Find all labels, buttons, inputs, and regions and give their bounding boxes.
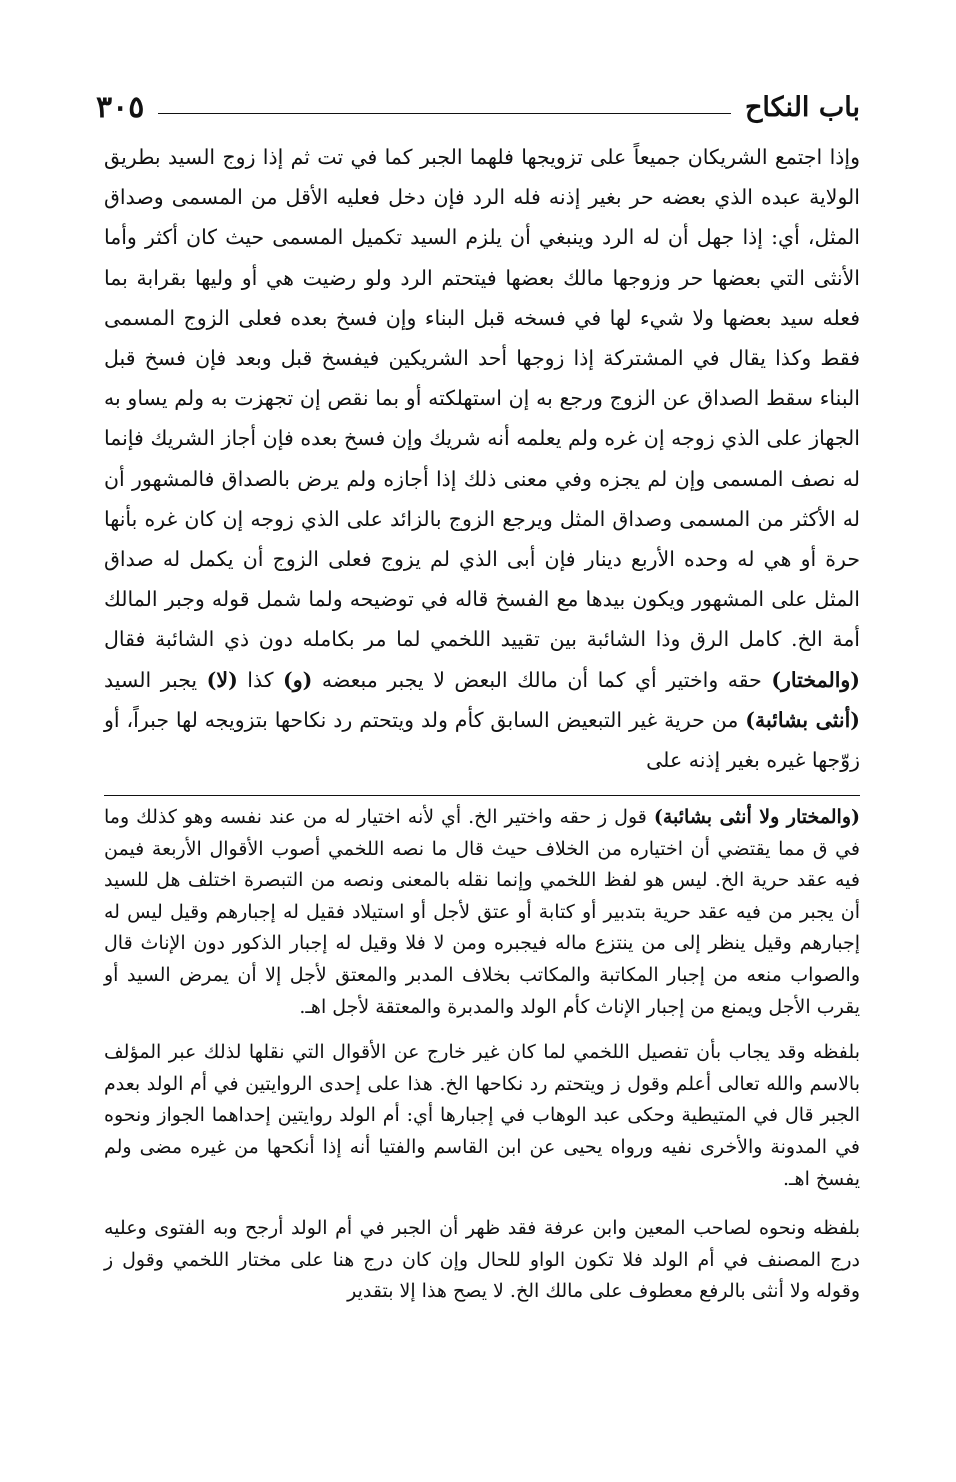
chapter-title: باب النكاح: [744, 91, 860, 123]
bold-term-mukhtar: (والمختار): [771, 667, 860, 692]
main-text-part-4: يجبر السيد: [104, 667, 207, 692]
bold-term-waw: (و): [283, 667, 313, 692]
running-header: [96, 84, 860, 130]
page-number: ٣٠٥: [96, 89, 145, 125]
main-text-part-3: كذا: [237, 667, 284, 692]
note-paragraph-1: [104, 802, 860, 1023]
header-rule: [158, 113, 731, 114]
main-text-part-2: حقه واختير أي كما أن مالك البعض لا يجبر مبعضه: [312, 667, 772, 692]
footnote-separator: [104, 795, 860, 796]
main-paragraph: [104, 137, 860, 780]
note-paragraph-2: بلفظه وقد يجاب بأن تفصيل اللخمي لما كان غير خارج عن الأقوال التي نقلها لذلك عبر المؤلف بالاسم والله تعالى أعلم وقول ز ويتحتم رد نكاحها الخ. هذا على إحدى الروايتين في أم الولد بعدم الجبر قال في المتيطية وحكى عبد الوهاب في إجبارها أي: أم الولد روايتين إحداهما الجواز ونحوه في المدونة والأخرى نفيه ورواه يحيى عن ابن القاسم والفتيا أنه إذا أنكحها من غيره مضى ولم يفسخ اهـ.: [104, 1041, 860, 1190]
commentary-notes: [104, 802, 860, 1326]
main-text-part-1: وإذا اجتمع الشريكان جميعاً على تزويجها فلهما الجبر كما في تت ثم إذا زوج السيد بطريق الولاية عبده الذي بعضه حر بغير إذنه فله الرد فإن دخل فعليه الأقل من المسمى وصداق المثل، أي: إذا جهل أن له الرد وينبغي أن يلزم السيد تكميل المسمى حيث كان أكثر وأما الأنثى التي بعضها حر وزوجها مالك بعضها فيتحتم الرد ولو رضيت هي أو وليها بقرابة بما فعله سيد بعضها ولا شيء لها في فسخه قبل البناء وإن فسخ بعده فعلى الزوج المسمى فقط وكذا يقال في المشتركة إذا زوجها أحد الشريكين فيفسخ قبل وبعد فإن فسخ قبل البناء سقط الصداق عن الزوج ورجع به إن استهلكته أو بما نقص إن تجهزت به ولم يساو به الجهاز على الذي زوجه إن غره ولم يعلمه أنه شريك وإن فسخ بعده فإن أجاز الشريك فإنما له نصف المسمى وإن لم يجزه وفي معنى ذلك إذا أجازه ولم يرض بالصداق فالمشهور أن له الأكثر من المسمى وصداق المثل ويرجع الزوج بالزائد على الذي زوجه إن كان غره بأنها حرة أو هي له وحده الأربع دينار فإن أبى الذي لم يزوج فعلى الزوج أن يكمل له صداق المثل على المشهور ويكون بيدها مع الفسخ قاله في توضيحه ولما شمل قوله وجبر المالك أمة الخ. كامل الرق وذا الشائبة بين تقييد اللخمي لما مر بكامله دون ذي الشائبة فقال: [104, 145, 860, 652]
main-text: [104, 137, 860, 780]
main-text-part-5: من حرية غير التبعيض السابق كأم ولد ويتحتم رد نكاحها بتزويجه لها جبراً، أو زوّجها غيره بغير إذنه على: [104, 707, 860, 773]
bold-term-la: (لا): [206, 667, 238, 692]
note-text-1: قول ز حقه واختير الخ. أي لأنه اختيار له من عند نفسه وهو كذلك وما في ق مما يقتضي أن اختياره من الخلاف حيث قال ما نصه اللخمي أصوب الأقوال الأربعة فيمن فيه عقد حرية الخ. ليس هو لفظ اللخمي وإنما نقله بالمعنى ونصه من التبصرة اختلف هل للسيد أن يجبر من فيه عقد حرية بتدبير أو كتابة أو عتق لأجل أو استيلاد فقيل له إجبارهم وقيل ليس له إجبارهم وقيل ينظر إلى من ينتزع ماله فيجبره ومن لا فلا وقيل له إجبار الذكور دون الإناث قال والصواب منعه من إجبار المكاتبة والمكاتب بخلاف المدبر والمعتق لأجل إلا أن يمرض السيد أو يقرب الأجل ويمنع من إجبار الإناث كأم الولد والمدبرة والمعتقة لأجل اهـ.: [104, 806, 860, 1018]
bold-term-untha: (أنثى بشائبة): [745, 707, 860, 732]
note-lemma: (والمختار ولا أنثى بشائبة): [653, 806, 860, 828]
note-paragraph-3: بلفظه ونحوه لصاحب المعين وابن عرفة فقد ظهر أن الجبر في أم الولد أرجح وبه الفتوى وعليه درج المصنف في أم الولد فلا تكون الواو للحال وإن كان درج هنا على مختار اللخمي وقول ز وقوله ولا أنثى بالرفع معطوف على مالك الخ. لا يصح هذا إلا بتقدير: [104, 1217, 860, 1303]
